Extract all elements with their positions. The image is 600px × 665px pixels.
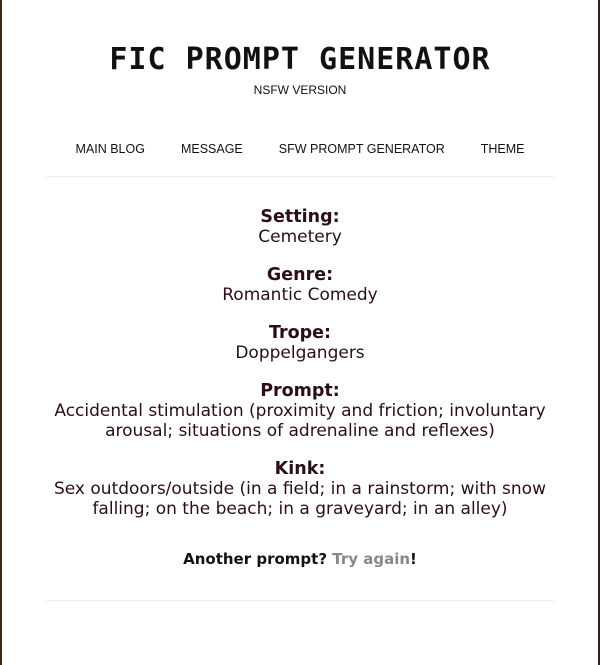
another-prompt-question: Another prompt? bbox=[183, 550, 333, 568]
kink-label: Kink: bbox=[274, 459, 326, 479]
setting-value: Cemetery bbox=[258, 227, 342, 247]
genre-label: Genre: bbox=[266, 265, 334, 285]
setting-label: Setting: bbox=[260, 207, 340, 227]
nav-theme[interactable]: THEME bbox=[480, 142, 525, 156]
kink-field bbox=[0, 459, 600, 519]
exclamation: ! bbox=[410, 550, 417, 568]
trope-value: Doppelgangers bbox=[235, 343, 365, 363]
nav-sfw-prompt-generator[interactable]: SFW PROMPT GENERATOR bbox=[278, 142, 445, 156]
another-prompt-line bbox=[0, 549, 600, 569]
left-edge bbox=[0, 0, 2, 665]
setting-field bbox=[0, 207, 600, 247]
prompt-label: Prompt: bbox=[260, 381, 340, 401]
site-title[interactable]: FIC PROMPT GENERATOR bbox=[109, 42, 491, 77]
nav-message[interactable]: MESSAGE bbox=[180, 142, 243, 156]
prompt-field bbox=[0, 381, 600, 441]
try-again-link[interactable]: Try again bbox=[332, 550, 411, 568]
bottom-divider bbox=[46, 600, 554, 601]
kink-value: Sex outdoors/outside (in a field; in a rainstorm; with snow falling; on the beach; in a graveyard; in an alley) bbox=[53, 479, 546, 519]
page-header bbox=[0, 0, 600, 98]
prompt-value: Accidental stimulation (proximity and friction; involuntary arousal; situations of adrenaline and reflexes) bbox=[54, 401, 546, 441]
main-nav bbox=[0, 141, 600, 157]
genre-value: Romantic Comedy bbox=[222, 285, 378, 305]
site-subtitle: NSFW VERSION bbox=[253, 83, 347, 97]
trope-field bbox=[0, 323, 600, 363]
prompt-content bbox=[0, 177, 600, 569]
genre-field bbox=[0, 265, 600, 305]
nav-main-blog[interactable]: MAIN BLOG bbox=[75, 142, 145, 156]
trope-label: Trope: bbox=[268, 323, 332, 343]
